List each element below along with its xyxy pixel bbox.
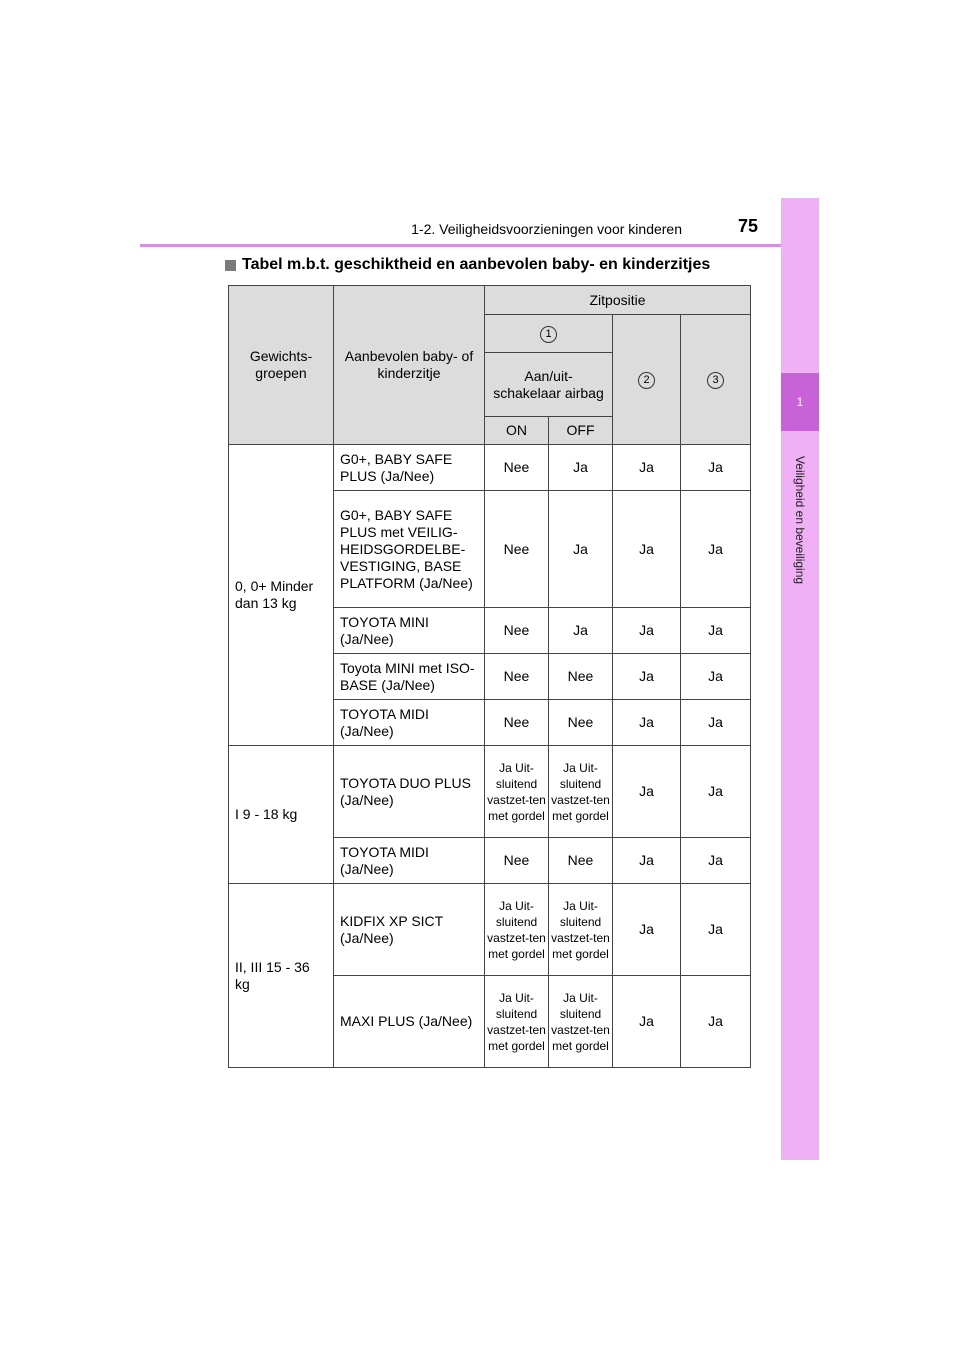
square-bullet-icon	[225, 260, 236, 271]
seat-cell: TOYOTA DUO PLUS (Ja/Nee)	[334, 746, 485, 838]
table-row	[229, 445, 751, 491]
header-position-1	[485, 315, 613, 353]
off-cell: Nee	[549, 838, 613, 884]
chapter-label-text: Veiligheid en beveiliging	[793, 455, 807, 585]
table-row	[229, 884, 751, 976]
pos3-cell: Ja	[681, 491, 751, 608]
seat-cell: MAXI PLUS (Ja/Nee)	[334, 976, 485, 1068]
position-3-icon: 3	[707, 372, 724, 389]
pos3-cell: Ja	[681, 746, 751, 838]
on-cell: Ja Uit-sluitend vastzet-ten met gordel	[485, 884, 549, 976]
pos2-cell: Ja	[613, 746, 681, 838]
off-cell: Ja	[549, 491, 613, 608]
pos3-cell: Ja	[681, 884, 751, 976]
off-cell: Ja	[549, 445, 613, 491]
seat-cell: TOYOTA MIDI (Ja/Nee)	[334, 838, 485, 884]
off-cell: Nee	[549, 654, 613, 700]
pos2-cell: Ja	[613, 838, 681, 884]
off-cell: Nee	[549, 700, 613, 746]
seat-cell: KIDFIX XP SICT (Ja/Nee)	[334, 884, 485, 976]
on-cell: Ja Uit-sluitend vastzet-ten met gordel	[485, 976, 549, 1068]
on-cell: Nee	[485, 445, 549, 491]
off-cell: Ja Uit-sluitend vastzet-ten met gordel	[549, 976, 613, 1068]
pos3-cell: Ja	[681, 608, 751, 654]
off-cell: Ja Uit-sluitend vastzet-ten met gordel	[549, 746, 613, 838]
seat-cell: TOYOTA MINI (Ja/Nee)	[334, 608, 485, 654]
table-row	[229, 746, 751, 838]
on-cell: Ja Uit-sluitend vastzet-ten met gordel	[485, 746, 549, 838]
on-cell: Nee	[485, 491, 549, 608]
header-seat-position: Zitpositie	[485, 286, 751, 315]
seat-cell: G0+, BABY SAFE PLUS met VEILIG-HEIDSGORDELBE-VESTIGING, BASE PLATFORM (Ja/Nee)	[334, 491, 485, 608]
section-title-text: Tabel m.b.t. geschiktheid en aanbevolen baby- en kinderzitjes	[242, 256, 711, 273]
header-off: OFF	[549, 417, 613, 445]
chapter-number: 1	[781, 373, 819, 431]
off-cell: Ja	[549, 608, 613, 654]
pos2-cell: Ja	[613, 491, 681, 608]
pos2-cell: Ja	[613, 884, 681, 976]
child-seat-suitability-table	[228, 285, 751, 1068]
header-title: 1-2. Veiligheidsvoorzieningen voor kinderen	[411, 221, 682, 237]
pos3-cell: Ja	[681, 838, 751, 884]
on-cell: Nee	[485, 654, 549, 700]
pos2-cell: Ja	[613, 976, 681, 1068]
header-on: ON	[485, 417, 549, 445]
pos2-cell: Ja	[613, 700, 681, 746]
header-airbag-switch: Aan/uit-schakelaar airbag	[485, 353, 613, 417]
weight-group-cell: I 9 - 18 kg	[229, 746, 334, 884]
pos3-cell: Ja	[681, 445, 751, 491]
weight-group-cell: II, III 15 - 36 kg	[229, 884, 334, 1068]
pos3-cell: Ja	[681, 700, 751, 746]
pos3-cell: Ja	[681, 976, 751, 1068]
header-weight-groups: Gewichts-groepen	[229, 286, 334, 445]
seat-cell: G0+, BABY SAFE PLUS (Ja/Nee)	[334, 445, 485, 491]
section-title	[225, 256, 710, 274]
page-number: 75	[738, 216, 759, 236]
chapter-side-tab	[781, 198, 819, 1160]
pos2-cell: Ja	[613, 654, 681, 700]
header-divider	[140, 244, 819, 247]
header-position-2	[613, 315, 681, 445]
pos2-cell: Ja	[613, 445, 681, 491]
seat-cell: Toyota MINI met ISO-BASE (Ja/Nee)	[334, 654, 485, 700]
header-position-3	[681, 315, 751, 445]
pos3-cell: Ja	[681, 654, 751, 700]
position-2-icon: 2	[638, 372, 655, 389]
off-cell: Ja Uit-sluitend vastzet-ten met gordel	[549, 884, 613, 976]
position-1-icon: 1	[540, 326, 557, 343]
seat-cell: TOYOTA MIDI (Ja/Nee)	[334, 700, 485, 746]
on-cell: Nee	[485, 700, 549, 746]
weight-group-cell: 0, 0+ Minder dan 13 kg	[229, 445, 334, 746]
on-cell: Nee	[485, 608, 549, 654]
pos2-cell: Ja	[613, 608, 681, 654]
on-cell: Nee	[485, 838, 549, 884]
header-recommended-seat: Aanbevolen baby- of kinderzitje	[334, 286, 485, 445]
